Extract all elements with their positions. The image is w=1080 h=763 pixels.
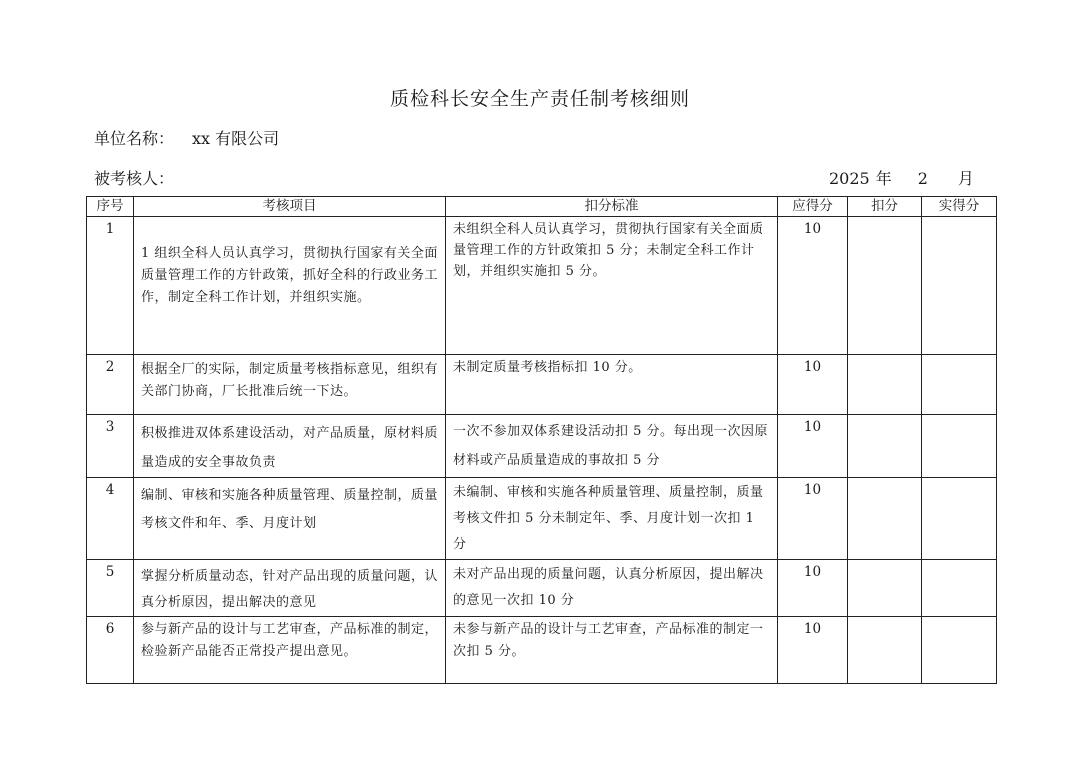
row-item: 掌握分析质量动态，针对产品出现的质量问题，认真分析原因，提出解决的意见 xyxy=(134,560,446,617)
table-row xyxy=(87,217,997,355)
unit-name-value: xx 有限公司 xyxy=(192,129,280,148)
header-deduct: 扣分 xyxy=(848,197,922,217)
header-seq: 序号 xyxy=(87,197,134,217)
assessee-label: 被考核人： xyxy=(94,169,175,188)
row-item: 参与新产品的设计与工艺审查，产品标准的制定，检验新产品能否正常投产提出意见。 xyxy=(134,617,446,684)
table-header-row xyxy=(87,197,997,217)
row-actual xyxy=(922,415,997,478)
row-item: 积极推进双体系建设活动，对产品质量，原材料质量造成的安全事故负责 xyxy=(134,415,446,478)
date-year-label: 年 xyxy=(875,169,892,188)
row-seq: 2 xyxy=(87,355,134,415)
row-standard: 未对产品出现的质量问题，认真分析原因，提出解决的意见一次扣 10 分 xyxy=(446,560,778,617)
table-row xyxy=(87,415,997,478)
row-item: 根据全厂的实际，制定质量考核指标意见，组织有关部门协商，厂长批准后统一下达。 xyxy=(134,355,446,415)
row-seq: 1 xyxy=(87,217,134,355)
row-deduct xyxy=(848,355,922,415)
header-actual: 实得分 xyxy=(922,197,997,217)
date-year: 2025 xyxy=(829,169,870,188)
header-standard: 扣分标准 xyxy=(446,197,778,217)
row-deduct xyxy=(848,617,922,684)
row-seq: 5 xyxy=(87,560,134,617)
row-score: 10 xyxy=(778,478,848,560)
row-actual xyxy=(922,355,997,415)
table-row xyxy=(87,355,997,415)
row-item: 1 组织全科人员认真学习，贯彻执行国家有关全面质量管理工作的方针政策，抓好全科的行政业务工作，制定全科工作计划，并组织实施。 xyxy=(134,217,446,355)
row-item: 编制、审核和实施各种质量管理、质量控制，质量考核文件和年、季、月度计划 xyxy=(134,478,446,560)
row-seq: 6 xyxy=(87,617,134,684)
unit-name-line xyxy=(94,126,279,149)
row-deduct xyxy=(848,217,922,355)
row-deduct xyxy=(848,415,922,478)
row-score: 10 xyxy=(778,217,848,355)
row-deduct xyxy=(848,560,922,617)
row-seq: 3 xyxy=(87,415,134,478)
row-standard: 未组织全科人员认真学习，贯彻执行国家有关全面质量管理工作的方针政策扣 5 分；未制定全科工作计划，并组织实施扣 5 分。 xyxy=(446,217,778,355)
row-actual xyxy=(922,478,997,560)
row-actual xyxy=(922,560,997,617)
table-row xyxy=(87,617,997,684)
date-month-label: 月 xyxy=(957,169,974,188)
header-score: 应得分 xyxy=(778,197,848,217)
row-score: 10 xyxy=(778,617,848,684)
row-standard: 未编制、审核和实施各种质量管理、质量控制，质量考核文件扣 5 分未制定年、季、月度计划一次扣 1 分 xyxy=(446,478,778,560)
row-score: 10 xyxy=(778,560,848,617)
row-standard: 未参与新产品的设计与工艺审查，产品标准的制定一次扣 5 分。 xyxy=(446,617,778,684)
row-standard: 未制定质量考核指标扣 10 分。 xyxy=(446,355,778,415)
row-seq: 4 xyxy=(87,478,134,560)
row-score: 10 xyxy=(778,355,848,415)
document-title: 质检科长安全生产责任制考核细则 xyxy=(389,88,690,110)
header-item: 考核项目 xyxy=(134,197,446,217)
row-actual xyxy=(922,617,997,684)
table-row xyxy=(87,478,997,560)
date-month: 2 xyxy=(917,169,928,188)
row-deduct xyxy=(848,478,922,560)
row-score: 10 xyxy=(778,415,848,478)
table-row xyxy=(87,560,997,617)
assessment-date xyxy=(829,166,974,189)
row-actual xyxy=(922,217,997,355)
row-standard: 一次不参加双体系建设活动扣 5 分。每出现一次因原材料或产品质量造成的事故扣 5 分 xyxy=(446,415,778,478)
unit-name-label: 单位名称： xyxy=(94,129,175,148)
assessment-table xyxy=(86,196,997,684)
